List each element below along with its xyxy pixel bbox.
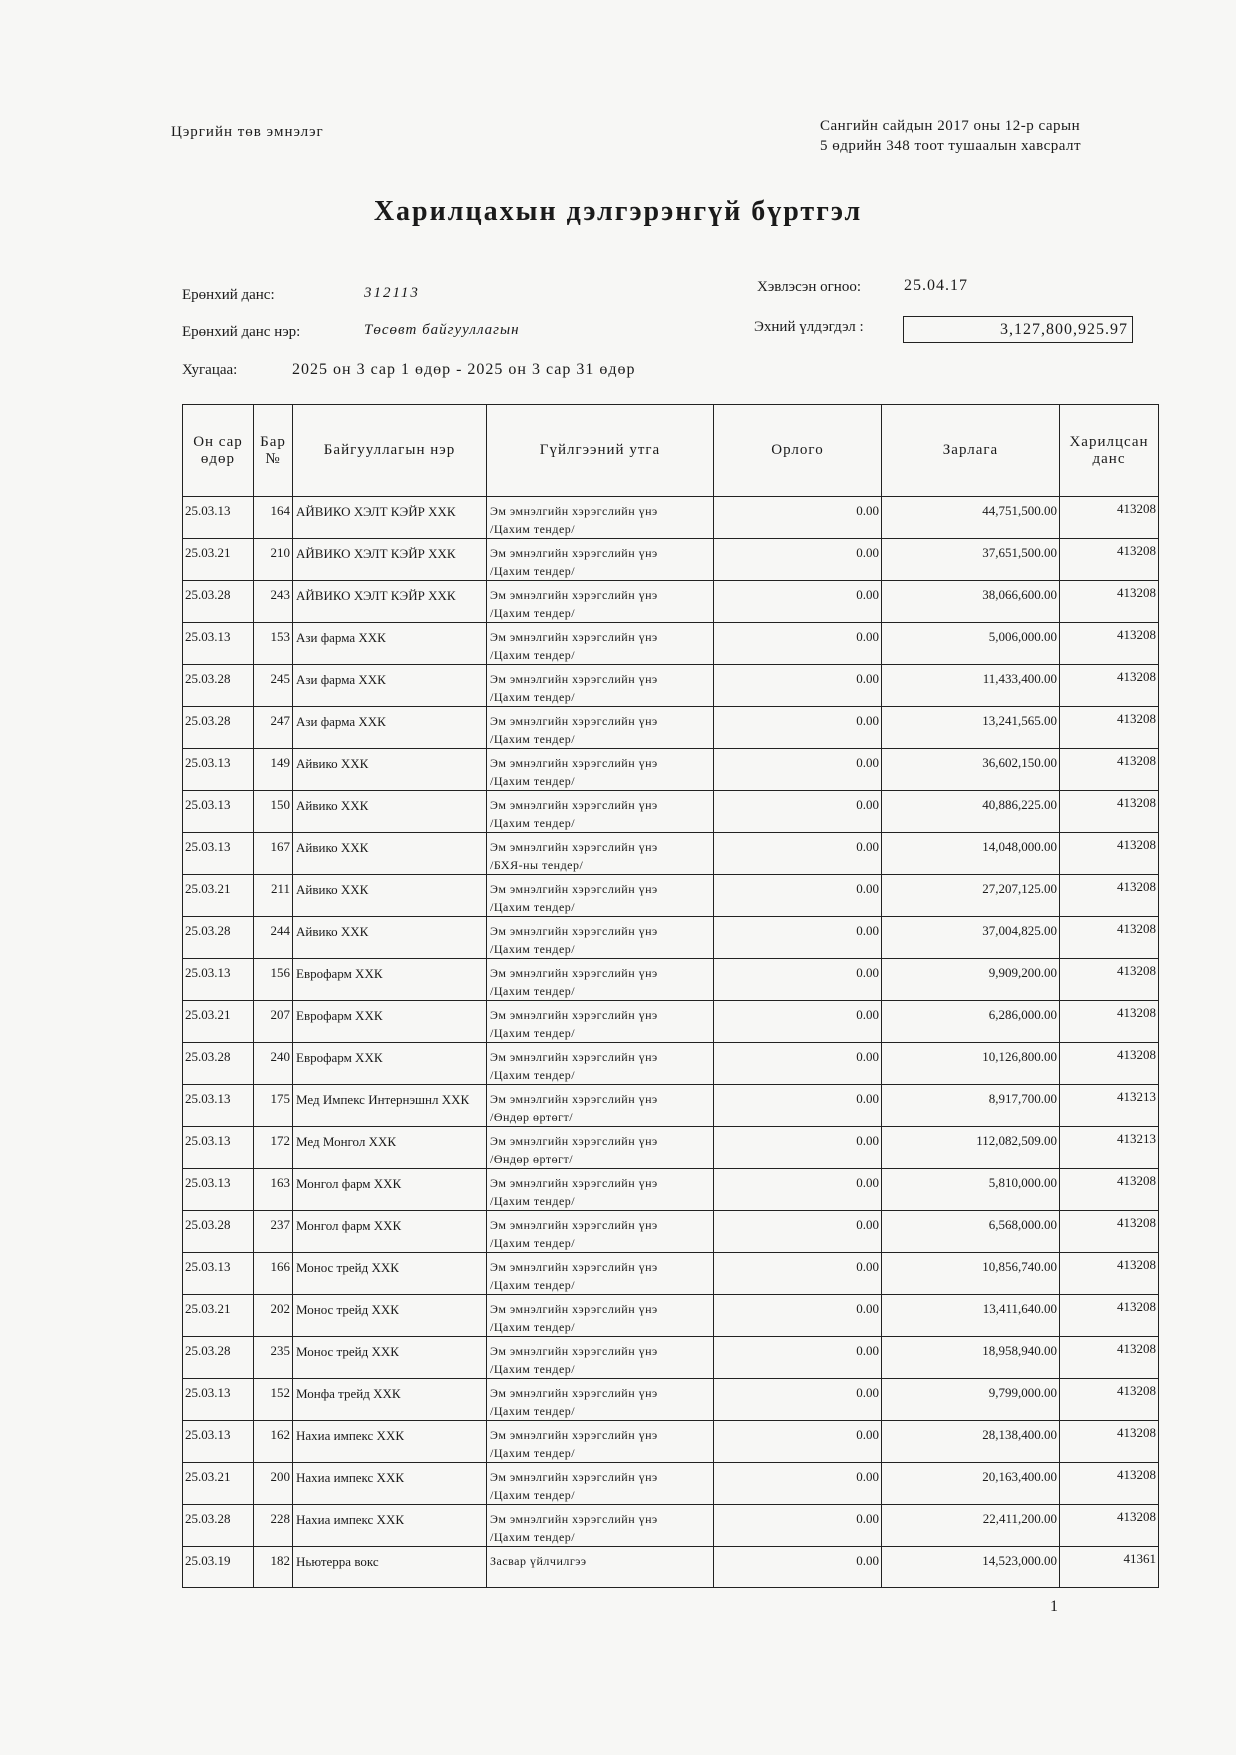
cell-num: 244 [254, 917, 293, 959]
cell-expense: 14,048,000.00 [882, 833, 1060, 875]
cell-org: Ази фарма ХХК [293, 665, 487, 707]
cell-expense: 10,856,740.00 [882, 1253, 1060, 1295]
cell-income: 0.00 [714, 1043, 882, 1085]
table-row [183, 1421, 1159, 1463]
cell-desc [487, 1337, 714, 1379]
account-value: 312113 [364, 285, 420, 301]
cell-org: АЙВИКО ХЭЛТ КЭЙР ХХК [293, 539, 487, 581]
table-row [183, 1463, 1159, 1505]
desc-line-1: Эм эмнэлгийн хэрэгслийн үнэ [490, 672, 658, 686]
cell-income: 0.00 [714, 665, 882, 707]
cell-income: 0.00 [714, 1211, 882, 1253]
decree-reference [820, 116, 1081, 156]
cell-desc [487, 917, 714, 959]
table-body [183, 497, 1159, 1588]
table-row [183, 497, 1159, 539]
cell-org: Монос трейд ХХК [293, 1295, 487, 1337]
cell-account: 413208 [1060, 707, 1159, 749]
cell-org: Айвико ХХК [293, 917, 487, 959]
cell-num: 211 [254, 875, 293, 917]
desc-line-2: /Цахим тендер/ [490, 1320, 576, 1334]
cell-desc [487, 1379, 714, 1421]
desc-line-2: /Цахим тендер/ [490, 648, 576, 662]
cell-desc [487, 539, 714, 581]
cell-date: 25.03.13 [183, 623, 254, 665]
cell-org: Айвико ХХК [293, 875, 487, 917]
cell-date: 25.03.13 [183, 1127, 254, 1169]
cell-desc [487, 1547, 714, 1588]
cell-org: Ази фарма ХХК [293, 623, 487, 665]
desc-line-1: Эм эмнэлгийн хэрэгслийн үнэ [490, 1386, 658, 1400]
cell-date: 25.03.13 [183, 1421, 254, 1463]
cell-org: Айвико ХХК [293, 749, 487, 791]
cell-org: Нахиа импекс ХХК [293, 1463, 487, 1505]
desc-line-1: Эм эмнэлгийн хэрэгслийн үнэ [490, 840, 658, 854]
cell-expense: 13,241,565.00 [882, 707, 1060, 749]
cell-account: 413208 [1060, 1421, 1159, 1463]
desc-line-2: /Цахим тендер/ [490, 1026, 576, 1040]
cell-org: Айвико ХХК [293, 833, 487, 875]
desc-line-1: Эм эмнэлгийн хэрэгслийн үнэ [490, 1428, 658, 1442]
table-header-row [183, 405, 1159, 497]
cell-account: 413208 [1060, 1253, 1159, 1295]
account-label: Ерөнхий данс: [182, 287, 275, 303]
cell-org: Монфа трейд ХХК [293, 1379, 487, 1421]
table-row [183, 1085, 1159, 1127]
cell-income: 0.00 [714, 749, 882, 791]
desc-line-1: Эм эмнэлгийн хэрэгслийн үнэ [490, 1134, 658, 1148]
cell-expense: 14,523,000.00 [882, 1547, 1060, 1588]
account-name-label: Ерөнхий данс нэр: [182, 324, 301, 340]
cell-income: 0.00 [714, 1337, 882, 1379]
cell-num: 237 [254, 1211, 293, 1253]
desc-line-2: /Цахим тендер/ [490, 1362, 576, 1376]
period-label: Хугацаа: [182, 362, 238, 378]
table-row [183, 707, 1159, 749]
cell-expense: 38,066,600.00 [882, 581, 1060, 623]
cell-num: 175 [254, 1085, 293, 1127]
cell-account: 413208 [1060, 1463, 1159, 1505]
desc-line-1: Эм эмнэлгийн хэрэгслийн үнэ [490, 1008, 658, 1022]
desc-line-2: /Цахим тендер/ [490, 522, 576, 536]
desc-line-1: Эм эмнэлгийн хэрэгслийн үнэ [490, 1218, 658, 1232]
cell-expense: 6,568,000.00 [882, 1211, 1060, 1253]
cell-account: 413208 [1060, 1505, 1159, 1547]
cell-org: Ньютерра вокс [293, 1547, 487, 1588]
cell-desc [487, 875, 714, 917]
decree-line-1: Сангийн сайдын 2017 оны 12-р сарын [820, 118, 1081, 134]
table-row [183, 623, 1159, 665]
cell-date: 25.03.28 [183, 665, 254, 707]
cell-account: 413208 [1060, 1295, 1159, 1337]
cell-income: 0.00 [714, 833, 882, 875]
desc-line-1: Эм эмнэлгийн хэрэгслийн үнэ [490, 924, 658, 938]
cell-account: 413208 [1060, 1043, 1159, 1085]
cell-num: 202 [254, 1295, 293, 1337]
cell-account: 413208 [1060, 749, 1159, 791]
cell-desc [487, 959, 714, 1001]
cell-expense: 40,886,225.00 [882, 791, 1060, 833]
cell-expense: 22,411,200.00 [882, 1505, 1060, 1547]
cell-desc [487, 749, 714, 791]
cell-date: 25.03.28 [183, 1505, 254, 1547]
opening-balance-value: 3,127,800,925.97 [903, 316, 1133, 343]
desc-line-1: Эм эмнэлгийн хэрэгслийн үнэ [490, 1512, 658, 1526]
cell-income: 0.00 [714, 1379, 882, 1421]
desc-line-1: Эм эмнэлгийн хэрэгслийн үнэ [490, 1470, 658, 1484]
cell-income: 0.00 [714, 1295, 882, 1337]
cell-account: 413213 [1060, 1085, 1159, 1127]
desc-line-1: Эм эмнэлгийн хэрэгслийн үнэ [490, 504, 658, 518]
cell-org: Монгол фарм ХХК [293, 1211, 487, 1253]
desc-line-1: Эм эмнэлгийн хэрэгслийн үнэ [490, 1260, 658, 1274]
cell-date: 25.03.21 [183, 875, 254, 917]
cell-income: 0.00 [714, 539, 882, 581]
desc-line-2: /Өндөр өртөгт/ [490, 1110, 574, 1124]
cell-income: 0.00 [714, 1421, 882, 1463]
cell-expense: 5,810,000.00 [882, 1169, 1060, 1211]
cell-account: 413208 [1060, 1001, 1159, 1043]
cell-org: Мед Импекс Интернэшнл ХХК [293, 1085, 487, 1127]
cell-date: 25.03.28 [183, 1211, 254, 1253]
cell-income: 0.00 [714, 497, 882, 539]
cell-desc [487, 791, 714, 833]
cell-num: 149 [254, 749, 293, 791]
table-row [183, 581, 1159, 623]
cell-expense: 9,909,200.00 [882, 959, 1060, 1001]
cell-date: 25.03.21 [183, 1295, 254, 1337]
cell-org: АЙВИКО ХЭЛТ КЭЙР ХХК [293, 581, 487, 623]
table-row [183, 665, 1159, 707]
cell-expense: 44,751,500.00 [882, 497, 1060, 539]
desc-line-2: /БХЯ-ны тендер/ [490, 858, 584, 872]
cell-income: 0.00 [714, 1001, 882, 1043]
col-income: Орлого [714, 405, 882, 497]
desc-line-1: Эм эмнэлгийн хэрэгслийн үнэ [490, 714, 658, 728]
cell-num: 235 [254, 1337, 293, 1379]
desc-line-2: /Цахим тендер/ [490, 1194, 576, 1208]
cell-org: Ази фарма ХХК [293, 707, 487, 749]
cell-expense: 112,082,509.00 [882, 1127, 1060, 1169]
desc-line-2: /Цахим тендер/ [490, 1488, 576, 1502]
cell-date: 25.03.19 [183, 1547, 254, 1588]
cell-income: 0.00 [714, 581, 882, 623]
cell-num: 167 [254, 833, 293, 875]
table-row [183, 875, 1159, 917]
cell-num: 228 [254, 1505, 293, 1547]
cell-date: 25.03.28 [183, 581, 254, 623]
printed-date-label: Хэвлэсэн огноо: [757, 279, 861, 295]
account-name-value: Төсөвт байгууллагын [364, 322, 520, 338]
cell-expense: 27,207,125.00 [882, 875, 1060, 917]
table-row [183, 917, 1159, 959]
desc-line-2: /Цахим тендер/ [490, 1530, 576, 1544]
cell-income: 0.00 [714, 917, 882, 959]
cell-desc [487, 1421, 714, 1463]
cell-date: 25.03.28 [183, 1337, 254, 1379]
cell-account: 413208 [1060, 833, 1159, 875]
cell-expense: 36,602,150.00 [882, 749, 1060, 791]
cell-expense: 20,163,400.00 [882, 1463, 1060, 1505]
desc-line-1: Эм эмнэлгийн хэрэгслийн үнэ [490, 588, 658, 602]
printed-date-value: 25.04.17 [904, 277, 968, 294]
cell-income: 0.00 [714, 1085, 882, 1127]
cell-org: Нахиа импекс ХХК [293, 1505, 487, 1547]
table-row [183, 1547, 1159, 1588]
cell-account: 413208 [1060, 875, 1159, 917]
cell-desc [487, 1463, 714, 1505]
cell-num: 245 [254, 665, 293, 707]
table-row [183, 749, 1159, 791]
desc-line-2: /Өндөр өртөгт/ [490, 1152, 574, 1166]
cell-num: 164 [254, 497, 293, 539]
col-account: Харилцсан данс [1060, 405, 1159, 497]
cell-num: 172 [254, 1127, 293, 1169]
cell-income: 0.00 [714, 791, 882, 833]
cell-date: 25.03.13 [183, 497, 254, 539]
desc-line-1: Эм эмнэлгийн хэрэгслийн үнэ [490, 1092, 658, 1106]
cell-date: 25.03.13 [183, 1085, 254, 1127]
cell-num: 200 [254, 1463, 293, 1505]
cell-num: 152 [254, 1379, 293, 1421]
desc-line-1: Эм эмнэлгийн хэрэгслийн үнэ [490, 630, 658, 644]
cell-desc [487, 1295, 714, 1337]
col-org: Байгууллагын нэр [293, 405, 487, 497]
cell-account: 413208 [1060, 497, 1159, 539]
cell-desc [487, 1253, 714, 1295]
desc-line-1: Эм эмнэлгийн хэрэгслийн үнэ [490, 1176, 658, 1190]
desc-line-2: /Цахим тендер/ [490, 690, 576, 704]
desc-line-2: /Цахим тендер/ [490, 606, 576, 620]
cell-date: 25.03.21 [183, 539, 254, 581]
col-desc: Гүйлгээний утга [487, 405, 714, 497]
cell-num: 207 [254, 1001, 293, 1043]
cell-date: 25.03.21 [183, 1001, 254, 1043]
desc-line-1: Эм эмнэлгийн хэрэгслийн үнэ [490, 1302, 658, 1316]
table-row [183, 1169, 1159, 1211]
cell-date: 25.03.28 [183, 917, 254, 959]
cell-date: 25.03.28 [183, 1043, 254, 1085]
cell-expense: 11,433,400.00 [882, 665, 1060, 707]
table-row [183, 1505, 1159, 1547]
cell-account: 413213 [1060, 1127, 1159, 1169]
period-value: 2025 он 3 сар 1 өдөр - 2025 он 3 сар 31 өдөр [292, 361, 636, 378]
cell-date: 25.03.13 [183, 1379, 254, 1421]
cell-date: 25.03.28 [183, 707, 254, 749]
desc-line-2: /Цахим тендер/ [490, 1446, 576, 1460]
cell-org: Монос трейд ХХК [293, 1253, 487, 1295]
cell-account: 41361 [1060, 1547, 1159, 1588]
cell-org: Монос трейд ХХК [293, 1337, 487, 1379]
table-row [183, 1127, 1159, 1169]
col-num: Бар № [254, 405, 293, 497]
cell-org: Мед Монгол ХХК [293, 1127, 487, 1169]
cell-date: 25.03.13 [183, 833, 254, 875]
page-number: 1 [1050, 1598, 1058, 1615]
table-row [183, 1253, 1159, 1295]
cell-desc [487, 581, 714, 623]
opening-balance-label: Эхний үлдэгдэл : [754, 319, 864, 335]
cell-date: 25.03.13 [183, 1169, 254, 1211]
cell-date: 25.03.13 [183, 791, 254, 833]
cell-expense: 28,138,400.00 [882, 1421, 1060, 1463]
cell-org: Нахиа импекс ХХК [293, 1421, 487, 1463]
cell-org: Монгол фарм ХХК [293, 1169, 487, 1211]
cell-desc [487, 1001, 714, 1043]
cell-date: 25.03.13 [183, 749, 254, 791]
cell-income: 0.00 [714, 959, 882, 1001]
cell-income: 0.00 [714, 623, 882, 665]
cell-account: 413208 [1060, 1169, 1159, 1211]
cell-org: Еврофарм ХХК [293, 1001, 487, 1043]
cell-account: 413208 [1060, 1337, 1159, 1379]
cell-expense: 37,004,825.00 [882, 917, 1060, 959]
table-row [183, 539, 1159, 581]
desc-line-2: /Цахим тендер/ [490, 900, 576, 914]
cell-account: 413208 [1060, 791, 1159, 833]
cell-desc [487, 1043, 714, 1085]
decree-line-2: 5 өдрийн 348 тоот тушаалын хавсралт [820, 138, 1082, 154]
cell-expense: 10,126,800.00 [882, 1043, 1060, 1085]
cell-num: 153 [254, 623, 293, 665]
cell-num: 163 [254, 1169, 293, 1211]
table-row [183, 1295, 1159, 1337]
table-row [183, 1211, 1159, 1253]
transactions-table [182, 404, 1159, 1588]
desc-line-2: /Цахим тендер/ [490, 564, 576, 578]
cell-income: 0.00 [714, 1169, 882, 1211]
cell-expense: 6,286,000.00 [882, 1001, 1060, 1043]
cell-income: 0.00 [714, 1547, 882, 1588]
cell-income: 0.00 [714, 1463, 882, 1505]
table-row [183, 1337, 1159, 1379]
desc-line-1: Эм эмнэлгийн хэрэгслийн үнэ [490, 1344, 658, 1358]
cell-desc [487, 665, 714, 707]
cell-desc [487, 1085, 714, 1127]
cell-expense: 13,411,640.00 [882, 1295, 1060, 1337]
col-expense: Зарлага [882, 405, 1060, 497]
desc-line-2: /Цахим тендер/ [490, 732, 576, 746]
table-row [183, 791, 1159, 833]
cell-expense: 8,917,700.00 [882, 1085, 1060, 1127]
cell-income: 0.00 [714, 1253, 882, 1295]
desc-line-1: Эм эмнэлгийн хэрэгслийн үнэ [490, 1050, 658, 1064]
cell-num: 247 [254, 707, 293, 749]
cell-org: АЙВИКО ХЭЛТ КЭЙР ХХК [293, 497, 487, 539]
cell-num: 240 [254, 1043, 293, 1085]
desc-line-1: Эм эмнэлгийн хэрэгслийн үнэ [490, 798, 658, 812]
cell-num: 166 [254, 1253, 293, 1295]
page-title: Харилцахын дэлгэрэнгүй бүртгэл [373, 196, 863, 227]
cell-num: 182 [254, 1547, 293, 1588]
cell-desc [487, 1169, 714, 1211]
table-row [183, 833, 1159, 875]
cell-date: 25.03.21 [183, 1463, 254, 1505]
desc-line-2: /Цахим тендер/ [490, 1404, 576, 1418]
cell-income: 0.00 [714, 707, 882, 749]
table-row [183, 1043, 1159, 1085]
desc-line-1: Эм эмнэлгийн хэрэгслийн үнэ [490, 966, 658, 980]
desc-line-2: /Цахим тендер/ [490, 1236, 576, 1250]
cell-org: Еврофарм ХХК [293, 1043, 487, 1085]
desc-line-2: /Цахим тендер/ [490, 984, 576, 998]
cell-desc [487, 1505, 714, 1547]
cell-account: 413208 [1060, 623, 1159, 665]
cell-expense: 5,006,000.00 [882, 623, 1060, 665]
cell-account: 413208 [1060, 1379, 1159, 1421]
cell-account: 413208 [1060, 917, 1159, 959]
cell-org: Еврофарм ХХК [293, 959, 487, 1001]
cell-expense: 18,958,940.00 [882, 1337, 1060, 1379]
cell-desc [487, 1211, 714, 1253]
cell-desc [487, 1127, 714, 1169]
cell-income: 0.00 [714, 875, 882, 917]
table-row [183, 1379, 1159, 1421]
desc-line-2: /Цахим тендер/ [490, 1068, 576, 1082]
cell-num: 150 [254, 791, 293, 833]
cell-org: Айвико ХХК [293, 791, 487, 833]
cell-expense: 37,651,500.00 [882, 539, 1060, 581]
desc-line-1: Эм эмнэлгийн хэрэгслийн үнэ [490, 882, 658, 896]
desc-line-1: Засвар үйлчилгээ [490, 1554, 587, 1568]
col-date: Он сар өдөр [183, 405, 254, 497]
cell-num: 243 [254, 581, 293, 623]
cell-income: 0.00 [714, 1505, 882, 1547]
cell-num: 210 [254, 539, 293, 581]
table-row [183, 1001, 1159, 1043]
cell-desc [487, 707, 714, 749]
cell-date: 25.03.13 [183, 1253, 254, 1295]
desc-line-2: /Цахим тендер/ [490, 1278, 576, 1292]
cell-num: 156 [254, 959, 293, 1001]
cell-num: 162 [254, 1421, 293, 1463]
desc-line-1: Эм эмнэлгийн хэрэгслийн үнэ [490, 546, 658, 560]
organization-name: Цэргийн төв эмнэлэг [171, 124, 324, 140]
desc-line-1: Эм эмнэлгийн хэрэгслийн үнэ [490, 756, 658, 770]
table-row [183, 959, 1159, 1001]
desc-line-2: /Цахим тендер/ [490, 774, 576, 788]
cell-desc [487, 623, 714, 665]
desc-line-2: /Цахим тендер/ [490, 816, 576, 830]
cell-date: 25.03.13 [183, 959, 254, 1001]
cell-expense: 9,799,000.00 [882, 1379, 1060, 1421]
cell-account: 413208 [1060, 539, 1159, 581]
cell-account: 413208 [1060, 581, 1159, 623]
cell-desc [487, 833, 714, 875]
desc-line-2: /Цахим тендер/ [490, 942, 576, 956]
cell-account: 413208 [1060, 665, 1159, 707]
cell-income: 0.00 [714, 1127, 882, 1169]
cell-desc [487, 497, 714, 539]
cell-account: 413208 [1060, 1211, 1159, 1253]
cell-account: 413208 [1060, 959, 1159, 1001]
